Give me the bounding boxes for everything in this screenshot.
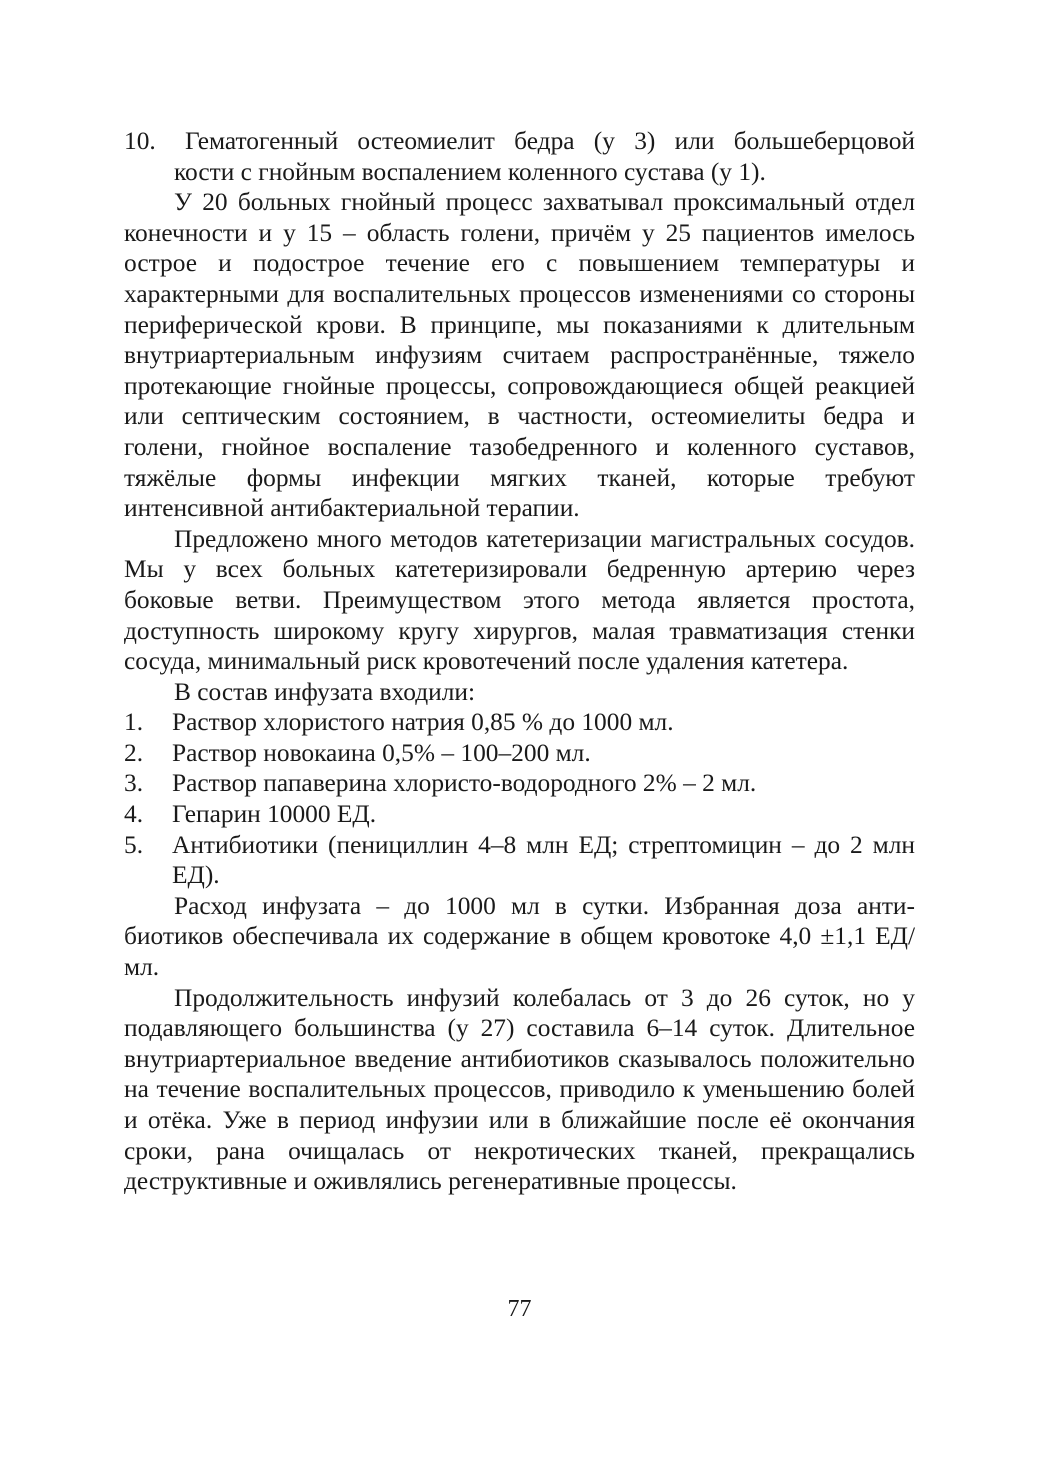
paragraph: В состав инфузата входили:	[174, 677, 476, 706]
list-item	[124, 830, 915, 891]
list-item-number: 4.	[124, 800, 144, 829]
list-item-number: 5.	[124, 830, 144, 859]
page-text	[124, 126, 915, 1197]
list-item-text: Гепарин 10000 ЕД.	[172, 800, 377, 829]
paragraph: Предложено много методов катетеризации магистральных сосудов. Мы у всех больных катетеризировали бедренную артерию через боковые ветви. Преимуществом этого метода является простота, доступность широкому кругу хирургов, малая травматизация стенки сосуда, минимальный риск кровотечений после удаления катетера.	[124, 524, 915, 676]
list-item-10	[124, 126, 915, 187]
page-number: 77	[507, 1296, 532, 1322]
paragraph: Расход инфузата – до 1000 мл в сутки. Избранная доза антибиотиков обеспечивала их содержание в общем кровотоке 4,0 ±1,1 ЕД/мл.	[124, 891, 915, 982]
list-item-number: 10.	[124, 127, 156, 155]
list-item	[124, 707, 915, 738]
paragraph: Продолжительность инфузий колебалась от 3 до 26 суток, но у подавляющего большинства (у 27) составила 6–14 суток. Длительное внутриартериальное введение антибиотиков сказывалось положительно на течение воспалительных процессов, приводило к уменьшению болей и отёка. Уже в период инфузии или в ближайшие после её окончания сроки, рана очищалась от некротических тканей, прекращались деструктивные и оживлялись регенеративные процессы.	[124, 983, 915, 1196]
list-item-text: Раствор хлористого натрия 0,85 % до 1000 мл.	[172, 708, 674, 737]
list-item-text: Раствор новокаина 0,5% – 100–200 мл.	[172, 738, 591, 767]
list-item	[124, 799, 915, 830]
list-item-number: 1.	[124, 708, 144, 737]
list-item-text-line2: кости с гнойным воспалением коленного сустава (у 1).	[174, 157, 766, 186]
paragraph: У 20 больных гнойный процесс захватывал проксимальный отдел конечности и у 15 – область голени, причём у 25 пациентов имелось острое и подострое течение его с повышением температуры и характерными для воспалительных процессов изменениями со стороны периферической крови. В принципе, мы показаниями к длительным внутриартериальным инфузиям считаем распространённые, тяжело протекающие гнойные процессы, сопровождающиеся общей реакцией или септическим состоянием, в частности, остеомиелиты бедра и голени, гнойное воспаление тазобедренного и коленного суставов, тяжёлые формы инфекции мягких тканей, которые требуют интенсивной антибактериальной терапии.	[124, 188, 915, 523]
list-item-number: 3.	[124, 769, 144, 798]
list-item-number: 2.	[124, 738, 144, 767]
list-item-text: Антибиотики (пенициллин 4–8 млн ЕД; стрептомицин – до 2 млн ЕД).	[172, 830, 915, 890]
list-item	[124, 768, 915, 799]
list-item-text-line1: Гематогенный остеомиелит бедра (у 3) или большеберцовой	[185, 127, 915, 155]
list-item	[124, 738, 915, 769]
list-item-text: Раствор папаверина хлористо-водородного 2% – 2 мл.	[172, 769, 757, 798]
